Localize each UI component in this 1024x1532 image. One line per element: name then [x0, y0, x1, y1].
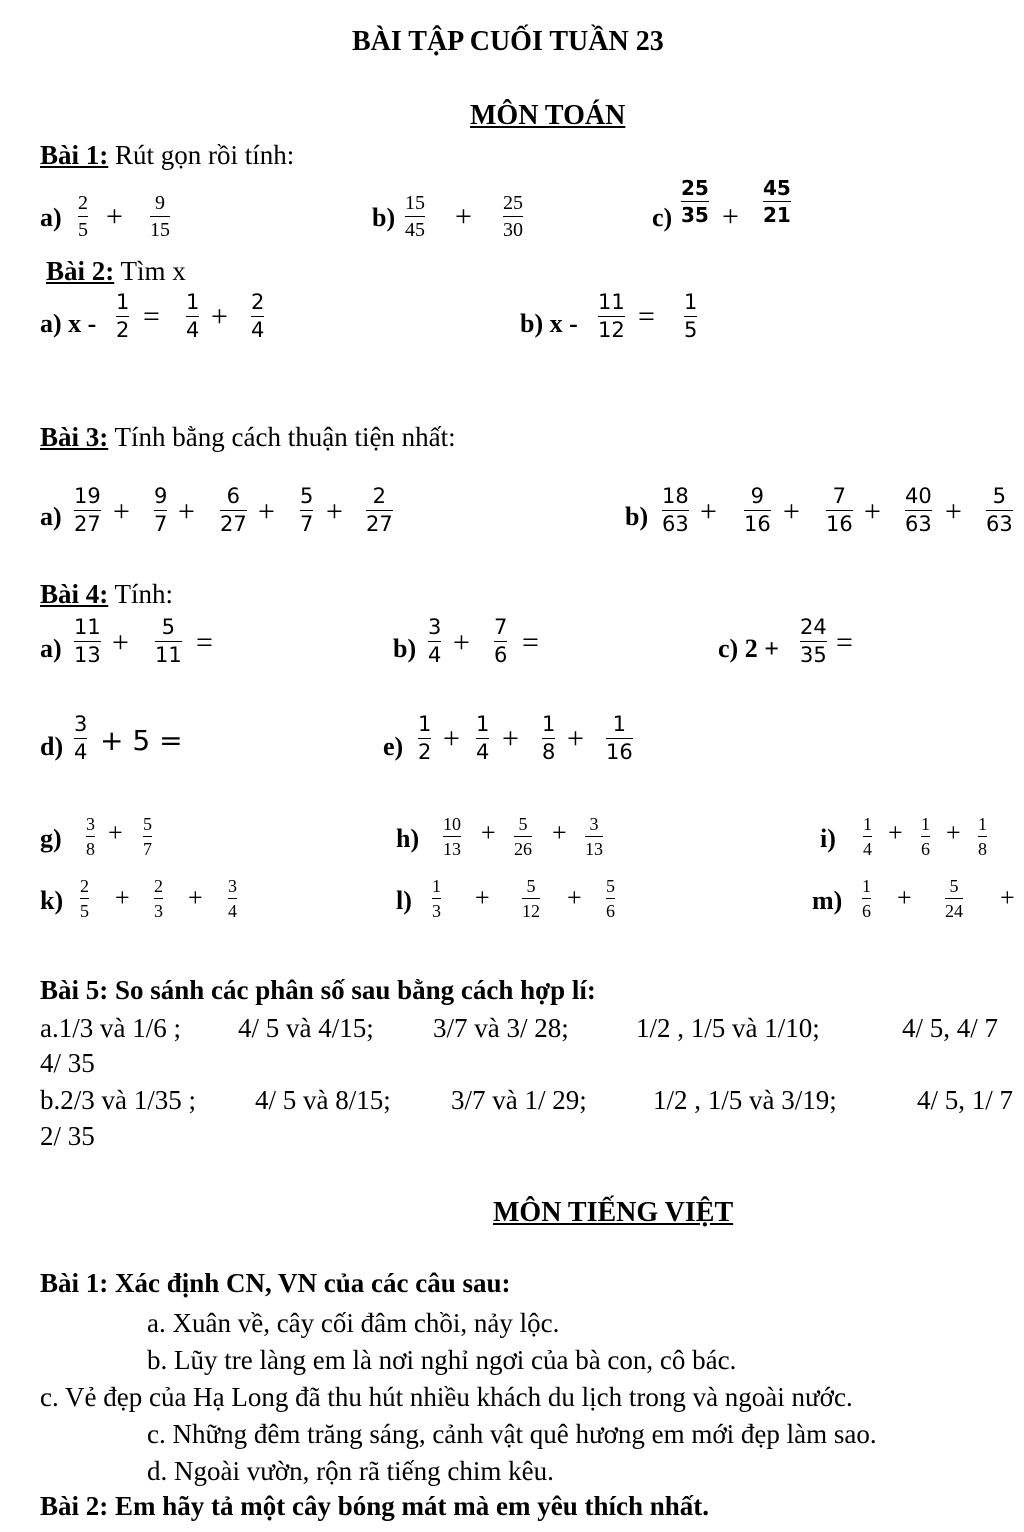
- plus-sign: +: [946, 818, 961, 847]
- bai4-h-label: h): [396, 824, 420, 853]
- bai3-text: Tính bằng cách thuận tiện nhất:: [114, 422, 456, 452]
- bai5-b5: 4/ 5, 1/ 7: [917, 1085, 1014, 1115]
- plus-sign: +: [211, 300, 228, 333]
- bai4-b-label: b): [393, 634, 417, 663]
- plus-sign: +: [722, 200, 739, 233]
- fraction: 1 3: [432, 876, 441, 921]
- fraction: 40 63: [905, 484, 932, 536]
- page-title: BÀI TẬP CUỐI TUẦN 23: [352, 26, 664, 57]
- fraction: 11 13: [74, 615, 101, 667]
- bai5-b4: 1/2 , 1/5 và 3/19;: [653, 1085, 837, 1115]
- plus-sign: +: [475, 883, 490, 912]
- bai4-g-label: g): [40, 824, 62, 853]
- fraction: 1 4: [476, 712, 490, 764]
- bai4-heading: Bài 4:: [40, 579, 109, 609]
- fraction: 19 27: [74, 484, 101, 536]
- fraction: 6 27: [220, 484, 247, 536]
- bai5-a3: 3/7 và 3/ 28;: [433, 1013, 569, 1043]
- viet-sentence-d: d. Ngoài vườn, rộn rã tiếng chim kêu.: [147, 1456, 554, 1486]
- fraction: 10 13: [443, 814, 461, 859]
- plus-sign: +: [443, 722, 460, 755]
- fraction: 3 4: [428, 615, 442, 667]
- fraction: 7 16: [826, 484, 853, 536]
- equals-sign: =: [522, 626, 539, 659]
- bai1-line: [40, 140, 294, 171]
- plus-sign: +: [326, 495, 343, 528]
- bai2-text: Tìm x: [120, 256, 186, 286]
- plus-sign: +: [106, 200, 123, 233]
- bai2-a-label: a) x -: [40, 309, 97, 338]
- plus-sign: +: [888, 818, 903, 847]
- fraction: 11 12: [598, 290, 625, 342]
- bai5-b3: 3/7 và 1/ 29;: [451, 1085, 587, 1115]
- bai5-b2: 4/ 5 và 8/15;: [255, 1085, 391, 1115]
- bai5-a6: 4/ 35: [40, 1048, 95, 1078]
- bai3-b-label: b): [625, 502, 649, 531]
- bai4-l-label: l): [396, 886, 412, 915]
- fraction: 1 5: [684, 290, 698, 342]
- fraction: 3 4: [228, 876, 237, 921]
- plus-sign: +: [897, 883, 912, 912]
- bai1-c-label: c): [652, 203, 673, 232]
- fraction: 2 3: [154, 876, 163, 921]
- plus-sign: +: [188, 883, 203, 912]
- fraction: 3 13: [585, 814, 603, 859]
- bai1-heading: Bài 1:: [40, 140, 109, 170]
- fraction: 1 6: [921, 814, 930, 859]
- viet-bai1-heading: Bài 1: Xác định CN, VN của các câu sau:: [40, 1268, 511, 1298]
- bai3-a-label: a): [40, 502, 62, 531]
- fraction: 5 6: [606, 876, 615, 921]
- viet-bai2-heading: Bài 2: Em hãy tả một cây bóng mát mà em yêu thích nhất.: [40, 1491, 709, 1521]
- viet-sentence-a: a. Xuân về, cây cối đâm chồi, nảy lộc.: [147, 1308, 560, 1338]
- plus-sign: +: [108, 818, 123, 847]
- fraction: 1 4: [863, 814, 872, 859]
- bai1-b-label: b): [372, 203, 396, 232]
- plus-sign: +: [453, 626, 470, 659]
- equals-sign: =: [638, 300, 655, 333]
- bai5-a4: 1/2 , 1/5 và 1/10;: [636, 1013, 820, 1043]
- viet-subject-heading: MÔN TIẾNG VIỆT: [493, 1197, 734, 1228]
- plus-sign: +: [113, 495, 130, 528]
- bai2-line: [46, 256, 186, 287]
- fraction: 2 5: [80, 876, 89, 921]
- bai4-c-label: c) 2 +: [718, 634, 780, 663]
- fraction: 25 30: [503, 192, 523, 241]
- viet-sentence-b: b. Lũy tre làng em là nơi nghỉ ngơi của bà con, cô bác.: [147, 1345, 737, 1375]
- plus-sign: +: [567, 722, 584, 755]
- bai4-line: [40, 579, 173, 610]
- bai5-a2: 4/ 5 và 4/15;: [238, 1013, 374, 1043]
- fraction: 5 11: [155, 615, 182, 667]
- fraction: 45 21: [763, 176, 791, 227]
- fraction: 5 7: [300, 484, 314, 536]
- bai5-a5: 4/ 5, 4/ 7: [902, 1013, 999, 1043]
- bai3-line: [40, 422, 456, 453]
- bai4-text: Tính:: [114, 579, 174, 609]
- fraction: 15 45: [405, 192, 425, 241]
- fraction: 5 24: [945, 876, 963, 921]
- fraction: 5 63: [986, 484, 1013, 536]
- equals-sign: =: [143, 300, 160, 333]
- plus-sign: +: [552, 818, 567, 847]
- bai4-i-label: i): [820, 824, 836, 853]
- fraction: 5 7: [143, 814, 152, 859]
- bai5-b6: 2/ 35: [40, 1121, 95, 1151]
- plus-sign: +: [115, 883, 130, 912]
- fraction: 9 7: [154, 484, 168, 536]
- fraction: 1 16: [606, 712, 633, 764]
- plus-sign: +: [945, 495, 962, 528]
- bai1-text: Rút gọn rồi tính:: [115, 140, 295, 170]
- fraction: 25 35: [681, 176, 709, 227]
- bai4-k-label: k): [40, 886, 64, 915]
- bai5-heading: Bài 5: So sánh các phân số sau bằng cách hợp lí:: [40, 975, 596, 1005]
- fraction: 24 35: [800, 615, 827, 667]
- plus-sign: +: [258, 495, 275, 528]
- plus-sign: +: [567, 883, 582, 912]
- equals-sign: =: [196, 626, 213, 659]
- bai2-heading: Bài 2:: [46, 256, 115, 286]
- fraction: 9 16: [744, 484, 771, 536]
- viet-sentence-c2: c. Những đêm trăng sáng, cảnh vật quê hương em mới đẹp làm sao.: [147, 1419, 877, 1449]
- fraction: 5 26: [514, 814, 532, 859]
- bai2-b-label: b) x -: [520, 309, 578, 338]
- fraction: 9 15: [150, 192, 170, 241]
- fraction: 1 6: [862, 876, 871, 921]
- bai4-d-label: d): [40, 732, 64, 761]
- plus-sign: +: [455, 200, 472, 233]
- fraction: 2 27: [366, 484, 393, 536]
- fraction: 3 8: [86, 814, 95, 859]
- fraction: 1 8: [542, 712, 556, 764]
- plus-sign: +: [178, 495, 195, 528]
- fraction: 1 8: [978, 814, 987, 859]
- bai3-heading: Bài 3:: [40, 422, 109, 452]
- fraction: 7 6: [494, 615, 508, 667]
- bai4-e-label: e): [383, 732, 404, 761]
- fraction: 3 4: [74, 712, 88, 764]
- fraction: 1 4: [186, 290, 200, 342]
- equals-sign: =: [836, 626, 853, 659]
- plus-sign: +: [502, 722, 519, 755]
- plus-sign: +: [481, 818, 496, 847]
- bai5-b1: b.2/3 và 1/35 ;: [40, 1085, 196, 1115]
- fraction: 1 2: [116, 290, 130, 342]
- plus-sign: +: [700, 495, 717, 528]
- bai5-a1: a.1/3 và 1/6 ;: [40, 1013, 181, 1043]
- bai4-a-label: a): [40, 634, 62, 663]
- plus-sign: +: [783, 495, 800, 528]
- plus-sign: +: [1000, 883, 1015, 912]
- d-tail: + 5 =: [100, 724, 183, 757]
- plus-sign: +: [864, 495, 881, 528]
- viet-sentence-c: c. Vẻ đẹp của Hạ Long đã thu hút nhiều khách du lịch trong và ngoài nước.: [40, 1382, 853, 1412]
- fraction: 5 12: [522, 876, 540, 921]
- bai1-a-label: a): [40, 203, 62, 232]
- fraction: 2 5: [78, 192, 88, 241]
- plus-sign: +: [112, 626, 129, 659]
- bai4-m-label: m): [812, 886, 843, 915]
- fraction: 2 4: [251, 290, 265, 342]
- fraction: 1 2: [418, 712, 432, 764]
- fraction: 18 63: [662, 484, 689, 536]
- math-subject-heading: MÔN TOÁN: [470, 100, 626, 131]
